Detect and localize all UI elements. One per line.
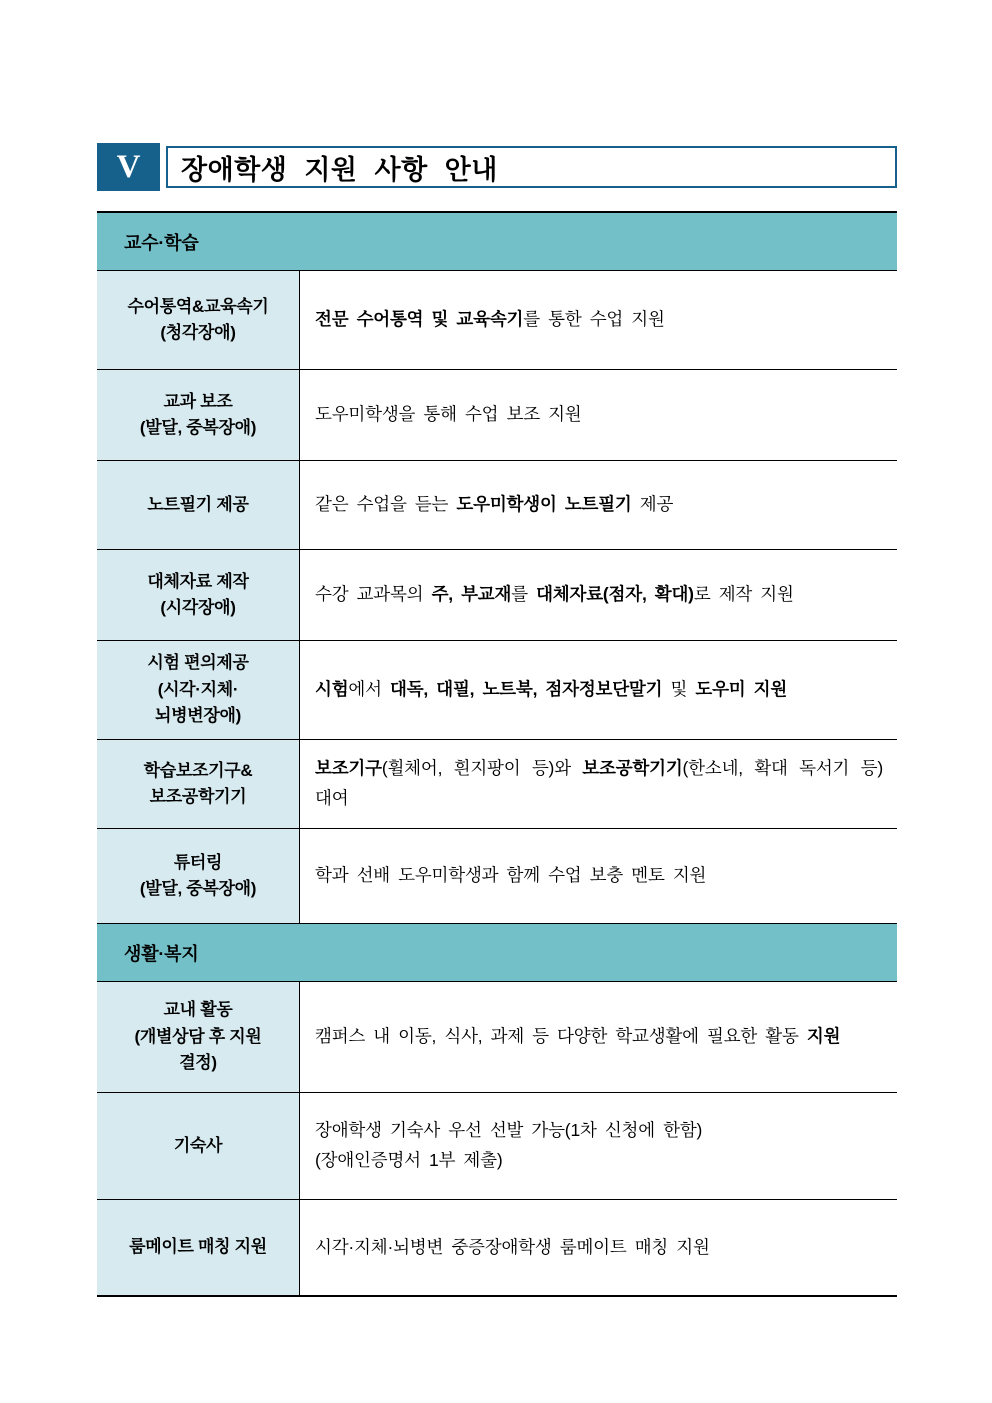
title-box bbox=[166, 146, 897, 188]
row-label: 교과 보조 (발달, 중복장애) bbox=[97, 370, 300, 460]
content-text-bold: 도우미 지원 bbox=[695, 679, 788, 700]
content-text-bold: 지원 bbox=[806, 1026, 841, 1047]
row-content bbox=[300, 740, 897, 828]
content-text-bold: 대독, 대필, 노트북, 점자정보단말기 bbox=[390, 679, 663, 700]
content-text-bold: 도우미학생이 노트필기 bbox=[456, 494, 632, 515]
content-text: 에서 bbox=[348, 679, 390, 700]
table-section-rows bbox=[97, 271, 897, 924]
row-label: 튜터링 (발달, 중복장애) bbox=[97, 829, 300, 923]
content-text: 학과 선배 도우미학생과 함께 수업 보충 멘토 지원 bbox=[315, 865, 707, 886]
row-content bbox=[300, 641, 897, 739]
row-content bbox=[300, 550, 897, 640]
content-text: 제공 bbox=[631, 494, 674, 515]
row-label: 대체자료 제작 (시각장애) bbox=[97, 550, 300, 640]
table-row bbox=[97, 641, 897, 740]
content-text: 를 통한 수업 지원 bbox=[523, 309, 665, 330]
row-content bbox=[300, 1200, 897, 1295]
content-text-bold: 보조공학기기 bbox=[582, 758, 683, 779]
row-content bbox=[300, 370, 897, 460]
table-row bbox=[97, 829, 897, 924]
table-row bbox=[97, 370, 897, 461]
table-row bbox=[97, 461, 897, 550]
page-heading bbox=[97, 143, 897, 191]
content-text: 시각·지체·뇌병변 중증장애학생 룸메이트 매칭 지원 bbox=[315, 1236, 710, 1257]
row-content bbox=[300, 271, 897, 369]
table-row bbox=[97, 1200, 897, 1295]
content-text: 및 bbox=[662, 679, 696, 700]
content-text-bold: 보조기구 bbox=[315, 758, 382, 779]
content-text-bold: 시험 bbox=[315, 679, 349, 700]
table-row bbox=[97, 550, 897, 641]
content-text: 를 bbox=[511, 584, 537, 605]
content-text: (한소네, 확대 독서기 등) 대여 bbox=[315, 758, 883, 808]
content-text-bold: 전문 수어통역 및 교육속기 bbox=[315, 309, 524, 330]
content-text-bold: 주, 부교재 bbox=[431, 584, 512, 605]
row-label: 수어통역&교육속기 (청각장애) bbox=[97, 271, 300, 369]
content-text: 장애학생 기숙사 우선 선발 가능(1차 신청에 한함) bbox=[315, 1120, 703, 1141]
table-row bbox=[97, 1093, 897, 1200]
row-label: 교내 활동 (개별상담 후 지원 결정) bbox=[97, 982, 300, 1092]
table-row bbox=[97, 271, 897, 370]
content-text: (휠체어, 흰지팡이 등)와 bbox=[381, 758, 583, 779]
content-text: 캠퍼스 내 이동, 식사, 과제 등 다양한 학교생활에 필요한 활동 bbox=[315, 1026, 807, 1047]
table-row bbox=[97, 740, 897, 829]
page-title: 장애학생 지원 사항 안내 bbox=[181, 154, 498, 185]
row-label: 기숙사 bbox=[97, 1093, 300, 1199]
table-section-header: 생활·복지 bbox=[97, 924, 897, 982]
row-content bbox=[300, 1093, 897, 1199]
table-row bbox=[97, 982, 897, 1093]
row-content bbox=[300, 829, 897, 923]
support-table bbox=[97, 211, 897, 1297]
content-text: 로 제작 지원 bbox=[693, 584, 794, 605]
content-text: 같은 수업을 듣는 bbox=[315, 494, 457, 515]
document-page bbox=[97, 143, 897, 1297]
content-text: 도우미학생을 통해 수업 보조 지원 bbox=[315, 404, 582, 425]
row-content bbox=[300, 461, 897, 549]
row-label: 룸메이트 매칭 지원 bbox=[97, 1200, 300, 1295]
table-section-header: 교수·학습 bbox=[97, 213, 897, 271]
row-label: 노트필기 제공 bbox=[97, 461, 300, 549]
section-number-badge: V bbox=[97, 143, 160, 191]
row-content bbox=[300, 982, 897, 1092]
row-label: 시험 편의제공 (시각·지체· 뇌병변장애) bbox=[97, 641, 300, 739]
content-text-bold: 대체자료(점자, 확대) bbox=[536, 584, 694, 605]
content-text: 수강 교과목의 bbox=[315, 584, 432, 605]
table-section-rows bbox=[97, 982, 897, 1295]
content-text: (장애인증명서 1부 제출) bbox=[315, 1150, 503, 1170]
row-label: 학습보조기구& 보조공학기기 bbox=[97, 740, 300, 828]
